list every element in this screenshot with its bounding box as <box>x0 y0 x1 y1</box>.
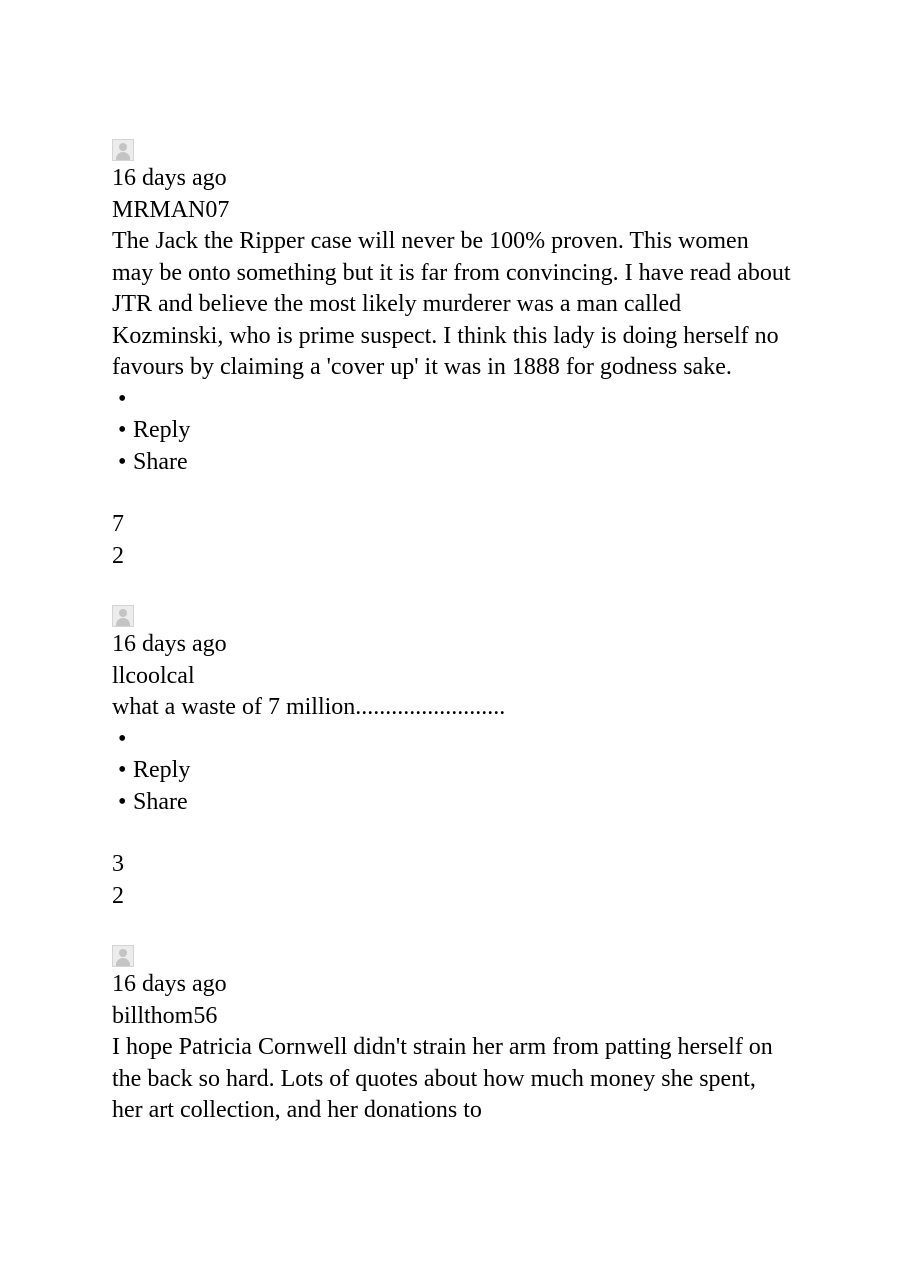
avatar-head-shape <box>119 143 127 151</box>
share-button[interactable]: Share <box>133 788 188 815</box>
upvote-count[interactable]: 3 <box>112 851 124 877</box>
bullet-icon: • <box>118 757 127 783</box>
action-item-empty <box>118 384 792 416</box>
comment-actions <box>112 724 792 819</box>
share-button[interactable]: Share <box>133 448 188 475</box>
downvote-count[interactable]: 2 <box>112 882 124 909</box>
user-avatar-icon[interactable] <box>112 139 134 161</box>
comment-username[interactable]: MRMAN07 <box>112 196 230 223</box>
action-item-empty <box>118 724 792 756</box>
comment-item <box>112 605 792 912</box>
comment-body: what a waste of 7 million......................... <box>112 694 506 720</box>
user-avatar-icon[interactable] <box>112 605 134 627</box>
action-item-reply <box>118 755 792 787</box>
comment-item <box>112 139 792 572</box>
bullet-icon: • <box>118 788 127 815</box>
reply-button[interactable]: Reply <box>133 417 191 443</box>
avatar-shoulders-shape <box>116 958 130 967</box>
action-item-reply <box>118 415 792 447</box>
comment-timestamp[interactable]: 16 days ago <box>112 165 227 191</box>
avatar-head-shape <box>119 609 127 617</box>
comment-body: I hope Patricia Cornwell didn't strain her arm from patting herself on the back so hard. Lots of quotes about how much money she spent, her art collection, and her donations to <box>112 1034 773 1123</box>
comment-body: The Jack the Ripper case will never be 100% proven. This women may be onto something but it is far from convincing. I have read about JTR and believe the most likely murderer was a man called Kozminski, who is prime suspect. I think this lady is doing herself no favours by claiming a 'cover up' it was in 1888 for godness sake. <box>112 228 791 380</box>
comment-username[interactable]: billthom56 <box>112 1002 218 1029</box>
comment-actions <box>112 384 792 479</box>
comment-username[interactable]: llcoolcal <box>112 662 195 689</box>
comment-timestamp[interactable]: 16 days ago <box>112 971 227 997</box>
reply-button[interactable]: Reply <box>133 757 191 783</box>
action-item-share <box>118 447 792 479</box>
avatar-shoulders-shape <box>116 152 130 161</box>
bullet-icon: • <box>118 725 127 752</box>
comment-timestamp[interactable]: 16 days ago <box>112 631 227 657</box>
action-item-share <box>118 787 792 819</box>
bullet-icon: • <box>118 417 127 443</box>
bullet-icon: • <box>118 448 127 475</box>
downvote-count[interactable]: 2 <box>112 542 124 569</box>
comment-thread <box>112 139 792 1160</box>
bullet-icon: • <box>118 385 127 412</box>
avatar-head-shape <box>119 949 127 957</box>
vote-counts <box>112 509 792 572</box>
avatar-shoulders-shape <box>116 618 130 627</box>
comment-item <box>112 945 792 1127</box>
user-avatar-icon[interactable] <box>112 945 134 967</box>
vote-counts <box>112 849 792 912</box>
upvote-count[interactable]: 7 <box>112 511 124 537</box>
